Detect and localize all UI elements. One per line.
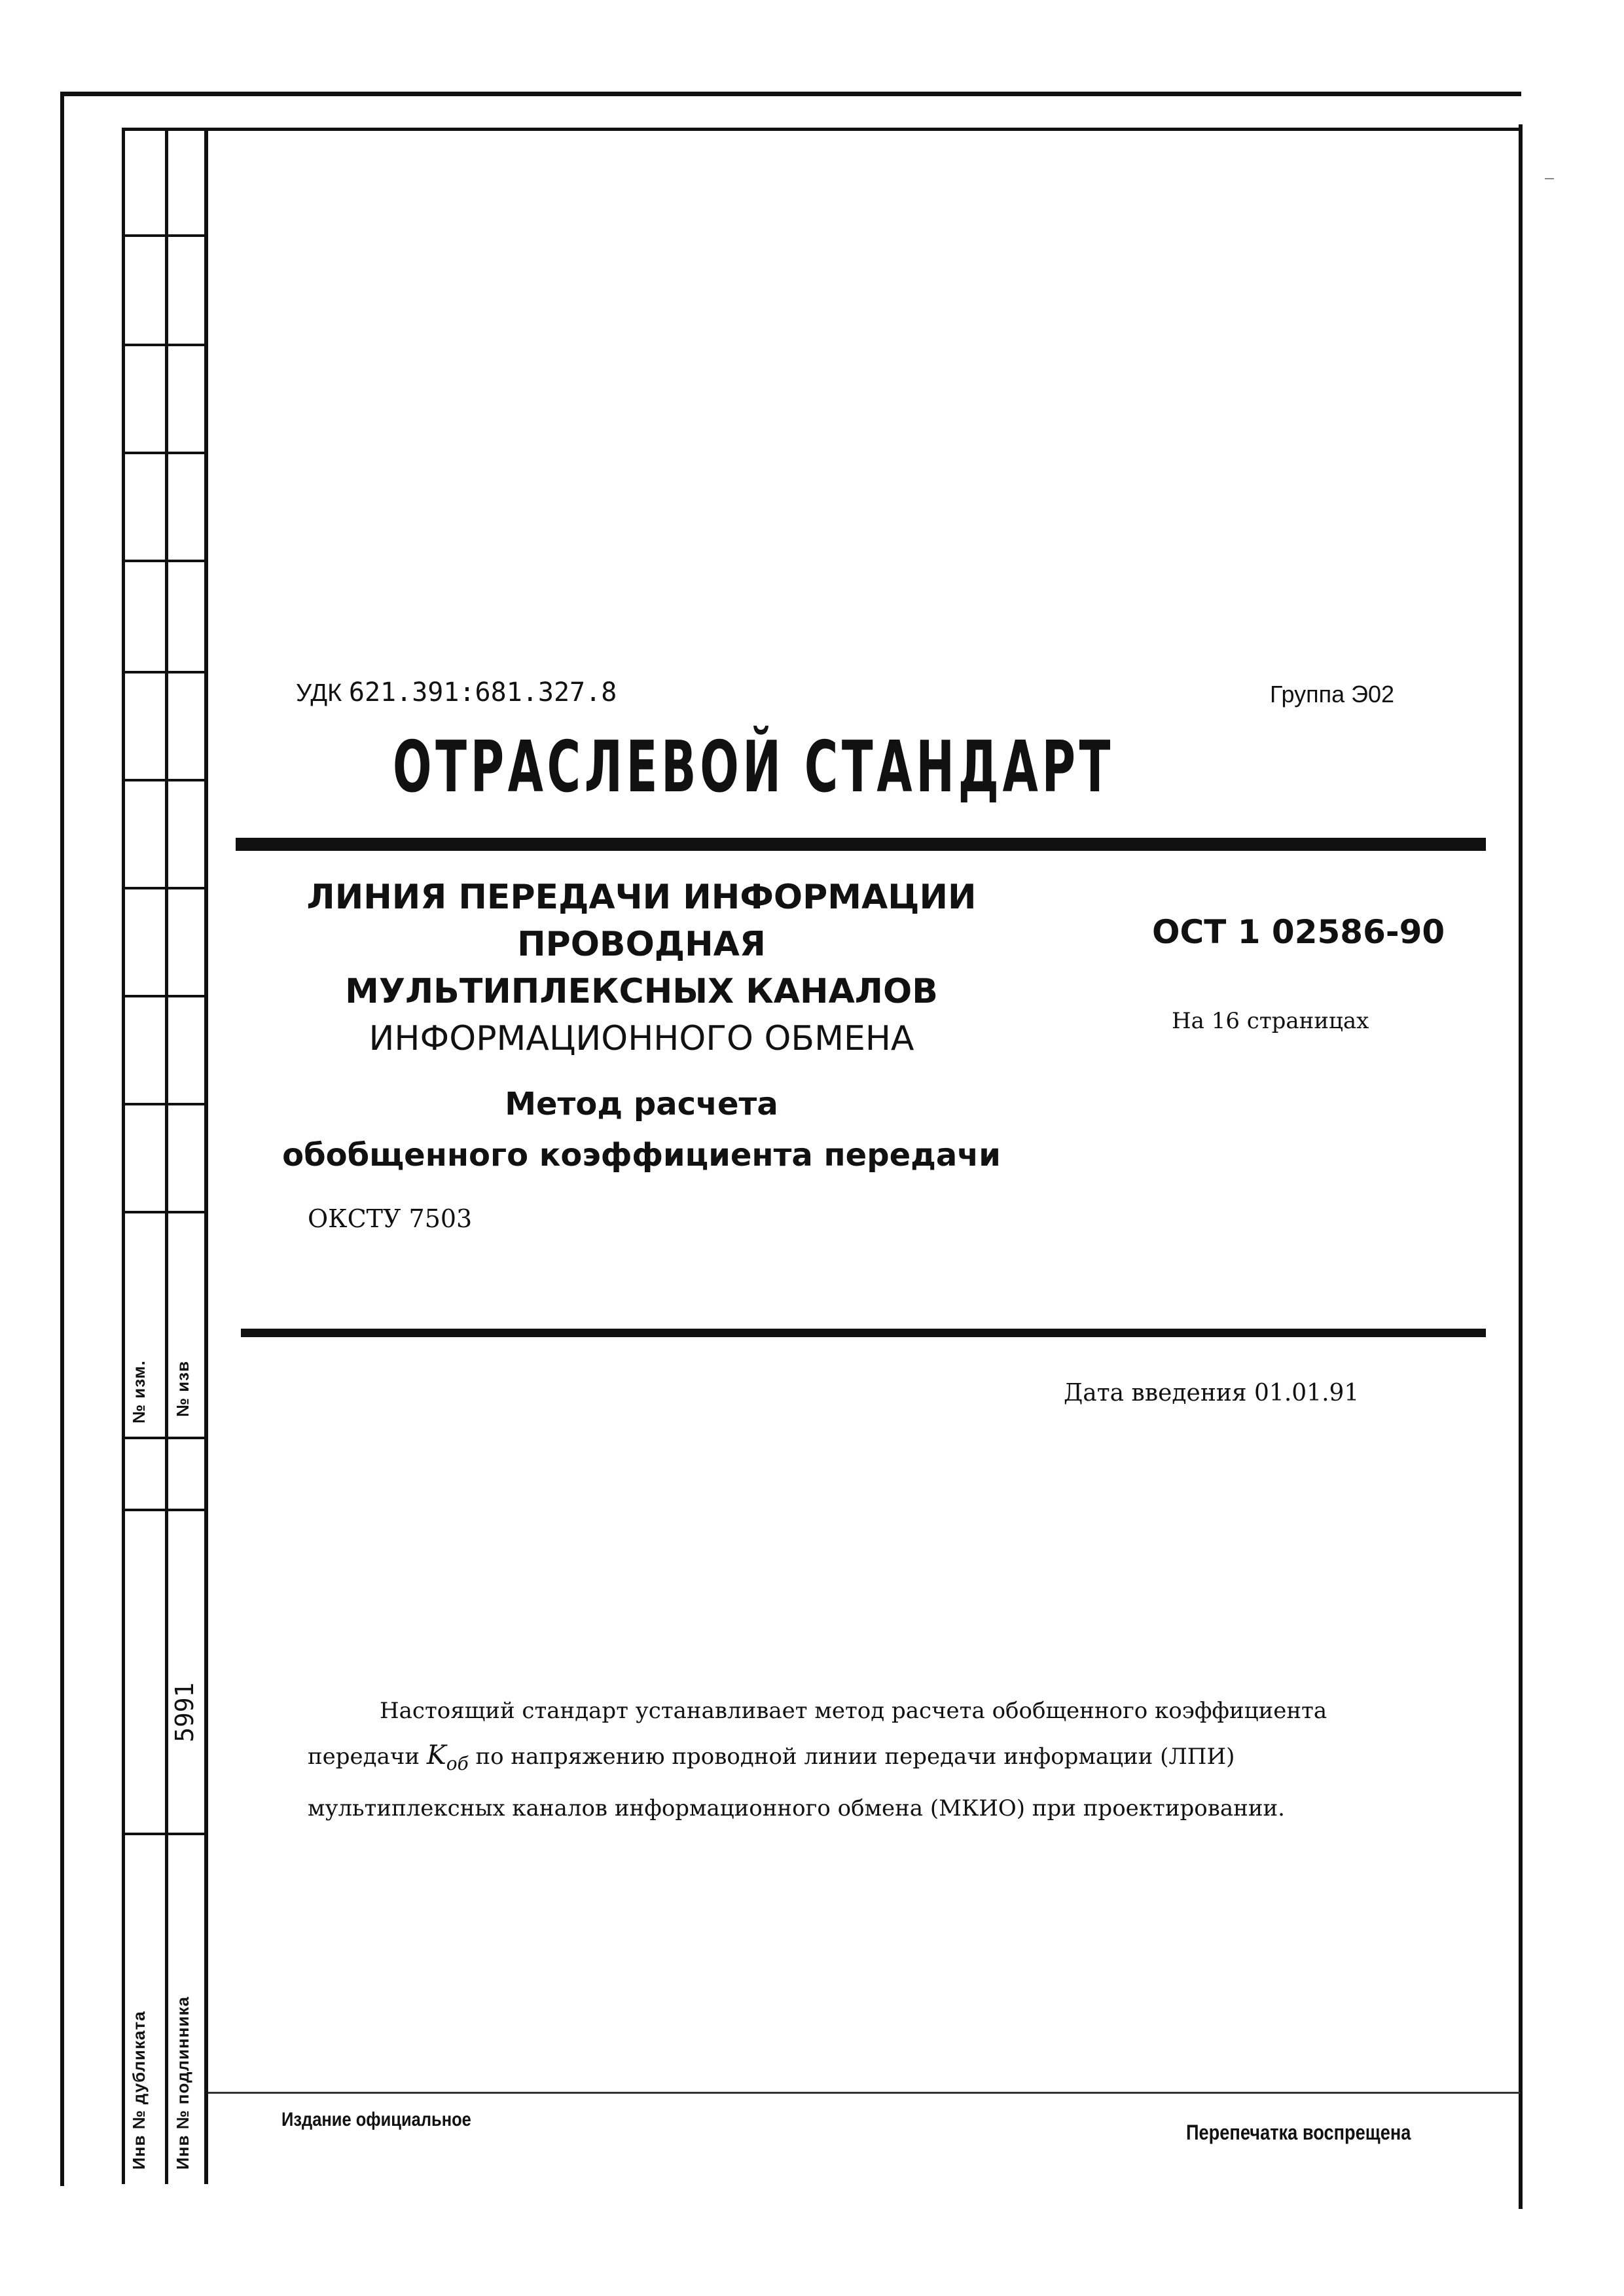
- method-line-2: обобщенного коэффициента передачи: [282, 1137, 1001, 1174]
- introduction-date: Дата введения 01.01.91: [1064, 1380, 1360, 1407]
- footer-rule: [208, 2092, 1520, 2094]
- margin-cell-divider: [122, 671, 207, 673]
- scope-text-part-2: по напряжению проводной линии передачи информации (ЛПИ) мультиплексных каналов информационного обмена (МКИО) при проектировании.: [308, 1744, 1285, 1821]
- margin-cell-divider: [122, 344, 207, 346]
- margin-cell-divider: [122, 234, 207, 237]
- margin-cell-divider: [122, 1437, 207, 1439]
- margin-cell-divider: [122, 995, 207, 997]
- subject-line-2: ПРОВОДНАЯ: [517, 925, 766, 964]
- subject-line-4: ИНФОРМАЦИОННОГО ОБМЕНА: [369, 1019, 914, 1058]
- subject-divider-rule: [241, 1329, 1486, 1337]
- margin-column-line: [122, 128, 125, 2184]
- ost-designation: ОСТ 1 02586-90: [1152, 913, 1445, 951]
- inner-frame-left: [204, 128, 208, 2184]
- method-line-1: Метод расчета: [505, 1086, 778, 1122]
- inner-frame-top: [122, 128, 1520, 131]
- notice-number-label: № изв: [173, 1360, 192, 1417]
- margin-cell-divider: [122, 1103, 207, 1105]
- margin-cell-divider: [122, 560, 207, 562]
- coefficient-subscript: об: [446, 1753, 469, 1774]
- scope-paragraph: [308, 1689, 1434, 1831]
- udc-code: [296, 677, 617, 708]
- reprint-prohibited-note: Перепечатка воспрещена: [1186, 2121, 1411, 2144]
- duplicate-inventory-label: Инв № дубликата: [129, 2011, 149, 2170]
- title-divider-rule: [236, 838, 1486, 851]
- change-number-label: № изм.: [129, 1360, 149, 1424]
- method-title: [249, 1079, 1034, 1181]
- margin-cell-divider: [122, 452, 207, 454]
- margin-cell-divider: [122, 779, 207, 781]
- subject-line-3: МУЛЬТИПЛЕКСНЫХ КАНАЛОВ: [345, 972, 938, 1011]
- outer-frame-top: [60, 92, 1521, 96]
- subject-line-1: ЛИНИЯ ПЕРЕДАЧИ ИНФОРМАЦИИ: [306, 878, 977, 917]
- okstu-code: ОКСТУ 7503: [308, 1204, 473, 1233]
- outer-frame-right: [1519, 124, 1523, 2209]
- group-code: Группа Э02: [1270, 681, 1395, 708]
- outer-frame-left: [60, 92, 64, 2186]
- margin-cell-divider: [122, 1833, 207, 1835]
- standard-subject: [249, 874, 1034, 1062]
- official-edition-note: Издание официальное: [281, 2109, 471, 2130]
- scan-edge-mark: [1545, 178, 1554, 179]
- scope-text-part-1: Настоящий стандарт устанавливает метод расчета обобщенного коэффициента передачи: [308, 1698, 1327, 1770]
- original-inventory-label: Инв № подлинника: [173, 1996, 192, 2170]
- margin-cell-divider: [122, 887, 207, 889]
- margin-column-line: [165, 128, 168, 2184]
- page-count: На 16 страницах: [1172, 1008, 1369, 1034]
- margin-cell-divider: [122, 1211, 207, 1213]
- inventory-number: 5991: [170, 1682, 199, 1742]
- coefficient-letter: K: [426, 1740, 446, 1770]
- margin-cell-divider: [122, 1509, 207, 1511]
- page-title: ОТРАСЛЕВОЙ СТАНДАРТ: [393, 726, 1115, 808]
- udc-prefix: УДК: [296, 679, 342, 707]
- udc-number: 621.391:681.327.8: [348, 677, 617, 708]
- coefficient-symbol: [426, 1740, 469, 1774]
